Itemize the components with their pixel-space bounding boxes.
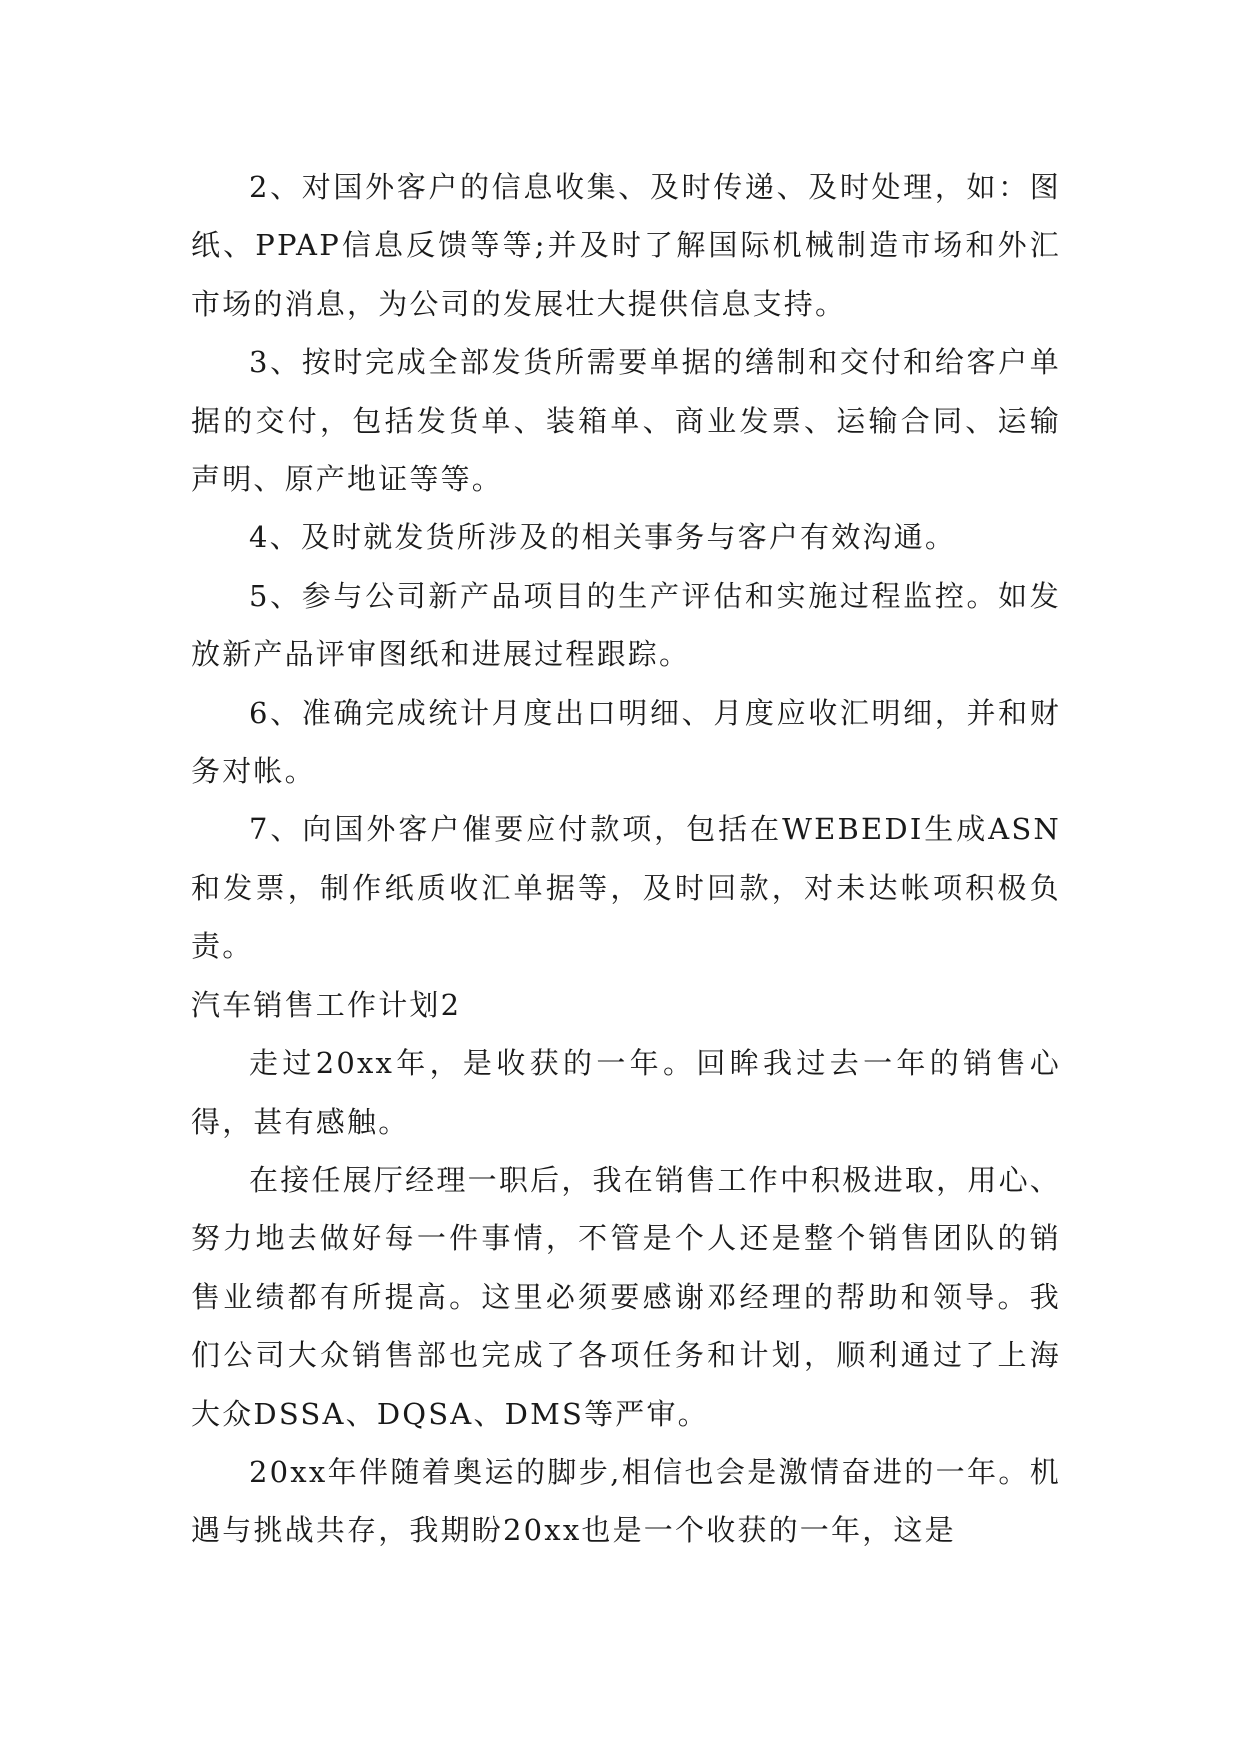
paragraph-item-2: 2、对国外客户的信息收集、及时传递、及时处理，如：图纸、PPAP信息反馈等等;并及时了解国际机械制造市场和外汇市场的消息，为公司的发展壮大提供信息支持。 [191, 170, 1061, 321]
paragraph-item-7: 7、向国外客户催要应付款项，包括在WEBEDI生成ASN和发票，制作纸质收汇单据等，及时回款，对未达帐项积极负责。 [191, 812, 1061, 964]
paragraph-item-6: 6、准确完成统计月度出口明细、月度应收汇明细，并和财务对帐。 [191, 695, 1061, 789]
paragraph-item-5: 5、参与公司新产品项目的生产评估和实施过程监控。如发放新产品评审图纸和进展过程跟踪。 [191, 578, 1061, 672]
paragraph-intro: 走过20xx年，是收获的一年。回眸我过去一年的销售心得，甚有感触。 [191, 1046, 1061, 1139]
paragraph-item-4: 4、及时就发货所涉及的相关事务与客户有效沟通。 [249, 520, 957, 555]
document-body [191, 158, 1061, 1560]
paragraph-item-3: 3、按时完成全部发货所需要单据的缮制和交付和给客户单据的交付，包括发货单、装箱单、商业发票、运输合同、运输声明、原产地证等等。 [191, 345, 1061, 497]
section-heading: 汽车销售工作计划2 [191, 987, 462, 1022]
paragraph-manager-review: 在接任展厅经理一职后，我在销售工作中积极进取，用心、努力地去做好每一件事情，不管是个人还是整个销售团队的销售业绩都有所提高。这里必须要感谢邓经理的帮助和领导。我们公司大众销售部也完成了各项任务和计划，顺利通过了上海大众DSSA、DQSA、DMS等严审。 [191, 1162, 1061, 1431]
paragraph-outlook: 20xx年伴随着奥运的脚步,相信也会是激情奋进的一年。机遇与挑战共存，我期盼20xx也是一个收获的一年，这是 [191, 1454, 1061, 1548]
